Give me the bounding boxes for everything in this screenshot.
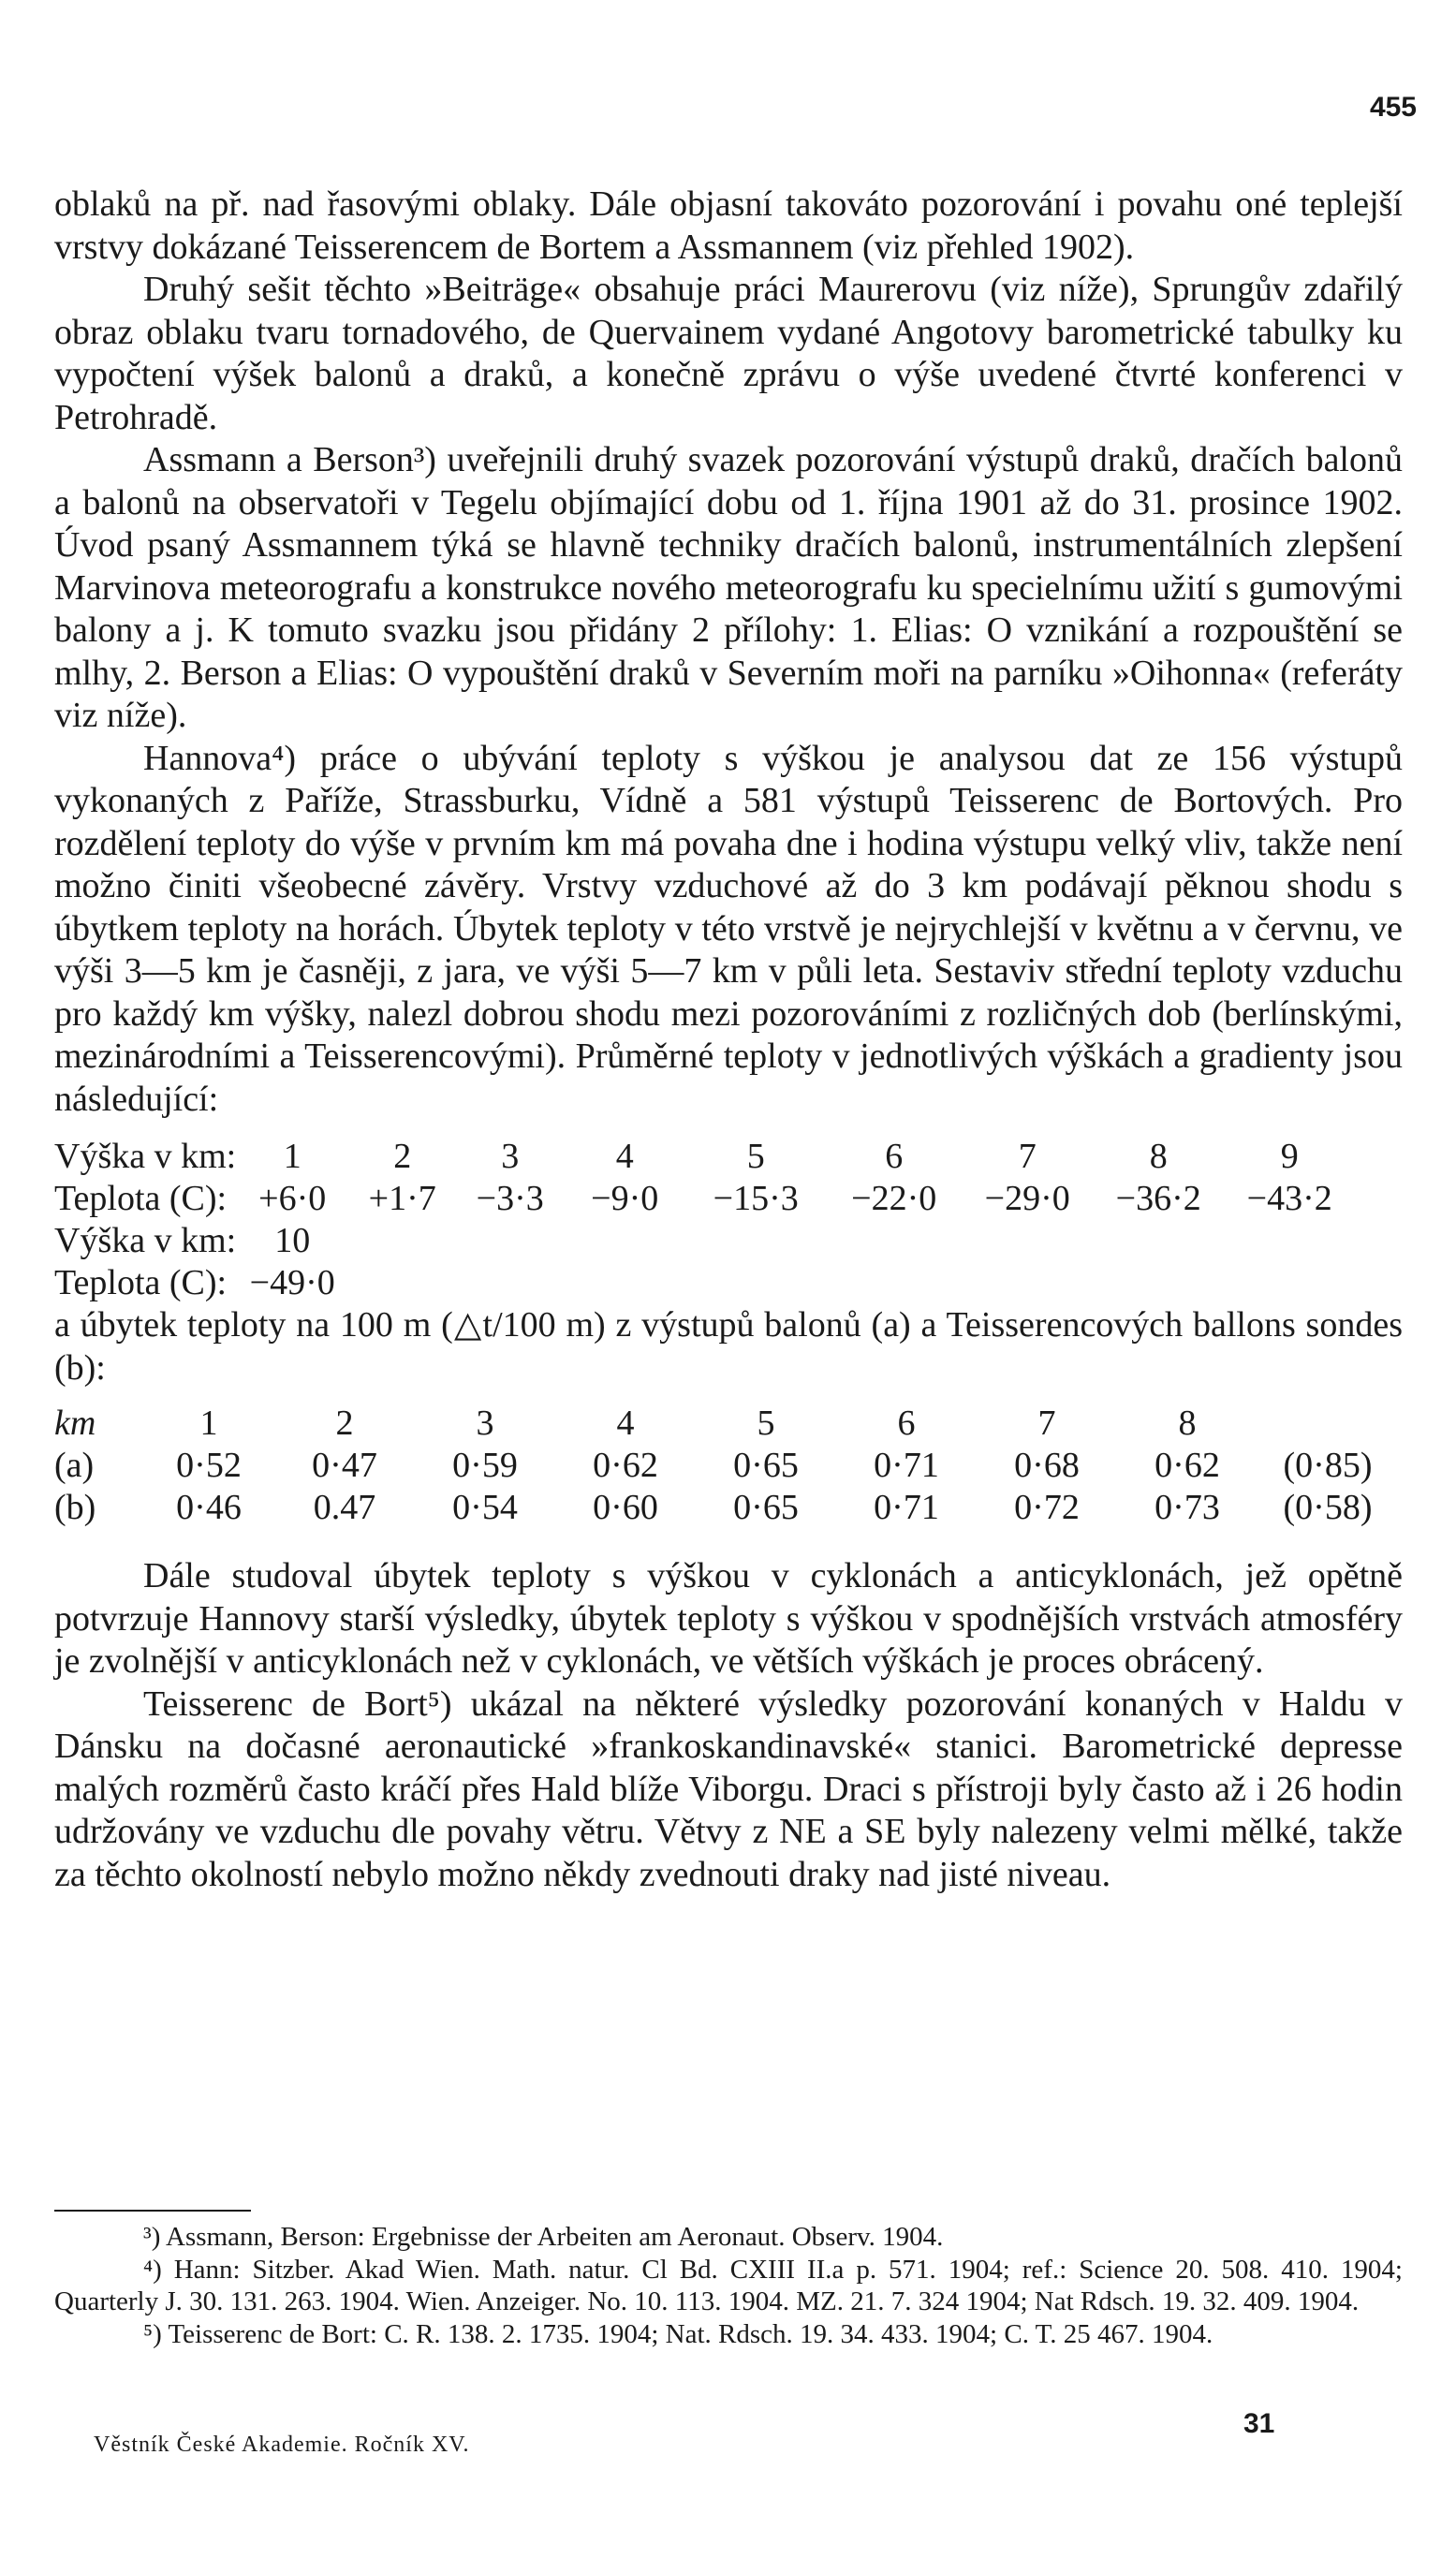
column-header: 8 <box>1178 1404 1197 1443</box>
paragraph-1: oblaků na př. nad řasovými oblaky. Dále objasní takováto pozorování i povahu oné teplejší vrstvy dokázané Teisserencem de Bortem a Assmannem (viz přehled 1902). <box>54 184 1403 267</box>
column-header: 7 <box>1037 1404 1056 1443</box>
footnote-4: ⁴) Hann: Sitzber. Akad Wien. Math. natur. Cl Bd. CXIII II.a p. 571. 1904; ref.: Science 20. 508. 410. 1904; Quarterly J. 30. 131. 263. 1904. Wien. Anzeiger. No. 10. 113. 1904. MZ. 21. 7. 324 1904; Nat Rdsch. 19. 32. 409. 1904. <box>54 2254 1403 2316</box>
footnote-divider <box>54 2210 251 2212</box>
table-cell: +1·7 <box>368 1179 436 1218</box>
table-cell: 9 <box>1280 1137 1299 1176</box>
table-cell: 1 <box>283 1137 301 1176</box>
table-cell: +6·0 <box>258 1179 327 1218</box>
table-cell: −9·0 <box>591 1179 659 1218</box>
table-cell: 0·72 <box>1014 1488 1080 1527</box>
table-cell: −15·3 <box>713 1179 799 1218</box>
table-cell: 2 <box>393 1137 412 1176</box>
table-cell: (0·85) <box>1283 1446 1373 1485</box>
table-cell: 0·62 <box>1155 1446 1220 1485</box>
table-cell: −49·0 <box>249 1263 335 1302</box>
paragraph-2: Druhý sešit těchto »Beiträge« obsahuje práci Maurerovu (viz níže), Sprungův zdařilý obraz oblaku tvaru tornadového, de Quervainem vydané Angotovy barometrické tabulky ku vypočtení výšek balonů a draků, a konečně zprávu o výše uvedené čtvrté konferenci v Petrohradě. <box>54 270 1403 437</box>
temperature-table <box>54 1136 1403 1304</box>
table-cell: 7 <box>1018 1137 1037 1176</box>
table-row <box>54 1136 1355 1178</box>
row-label-temp: Teplota (C): <box>54 1263 228 1302</box>
table-cell: 0·65 <box>733 1488 799 1527</box>
paragraph-6: Teisserenc de Bort⁵) ukázal na některé výsledky pozorování konaných v Haldu v Dánsku na dočasné aeronautické »frankoskandinavské« stanici. Barometrické depresse malých rozměrů často kráčí přes Hald blíže Viborgu. Draci s přístroji byly často až i 26 hodin udržovány ve vzduchu dle povahy větru. Větvy z NE a SE byly nalezeny velmi mělké, takže za těchto okolností nebylo možno někdy zvednouti draky nad jisté niveau. <box>54 1683 1403 1894</box>
table-cell: 0·73 <box>1155 1488 1220 1527</box>
column-header: 6 <box>897 1404 916 1443</box>
table-cell: 0·68 <box>1014 1446 1080 1485</box>
signature-number: 31 <box>1243 2408 1275 2439</box>
column-header: 2 <box>335 1404 354 1443</box>
table-cell: 0·47 <box>312 1446 377 1485</box>
column-header: 4 <box>616 1404 635 1443</box>
table-cell: 6 <box>885 1137 904 1176</box>
table-cell: 0·71 <box>874 1446 939 1485</box>
paragraph-4: Hannova⁴) práce o ubývání teploty s výškou je analysou dat ze 156 výstupů vykonaných z Paříže, Strassburku, Vídně a 581 výstupů Teisserenc de Bortových. Pro rozdělení teploty do výše v prvním km má povaha dne i hodina výstupu velký vliv, takže není možno činiti všeobecné závěry. Vrstvy vzduchové až do 3 km podávají pěknou shodu s úbytkem teploty na horách. Úbytek teploty v této vrstvě je nejrychlejší v květnu a v červnu, ve výši 3—5 km je časněji, z jara, ve výši 5—7 km v půli leta. Sestaviv střední teploty vzduchu pro každý km výšky, nalezl dobrou shodu mezi pozorováními z rozličných dob (berlínskými, mezinárodními a Teisserencovými). Průměrné teploty v jednotlivých výškách a gradienty jsou následující: <box>54 738 1403 1119</box>
row-label-a: (a) <box>54 1446 95 1485</box>
table-cell: 0·71 <box>874 1488 939 1527</box>
paragraph-5: Dále studoval úbytek teploty s výškou v cyklonách a anticyklonách, jež opětně potvrzuje Hannovy starší výsledky, úbytek teploty s výškou v spodnějších vrstvách atmosféry je zvolnější v anticyklonách než v cyklonách, ve větších výškách je proces obrácený. <box>54 1556 1403 1681</box>
footnotes <box>54 2221 1403 2350</box>
table-cell: −3·3 <box>476 1179 544 1218</box>
row-label-height: Výška v km: <box>54 1221 237 1260</box>
gradient-table <box>54 1403 1398 1529</box>
table-cell: 0·54 <box>452 1488 518 1527</box>
table-cell: 8 <box>1149 1137 1168 1176</box>
table-cell: 0·46 <box>176 1488 242 1527</box>
column-header: 5 <box>757 1404 775 1443</box>
table-cell: 3 <box>501 1137 520 1176</box>
table-cell: 0·59 <box>452 1446 518 1485</box>
column-header: 1 <box>199 1404 218 1443</box>
row-label-b: (b) <box>54 1488 96 1527</box>
table-row <box>54 1487 1398 1529</box>
table-row <box>54 1262 1355 1304</box>
table-cell: 0.47 <box>313 1488 376 1527</box>
table-cell: −43·2 <box>1246 1179 1332 1218</box>
footnote-5: ⁵) Teisserenc de Bort: C. R. 138. 2. 1735. 1904; Nat. Rdsch. 19. 34. 433. 1904; C. T. 25 467. 1904. <box>143 2318 1213 2349</box>
table-cell: 0·60 <box>593 1488 658 1527</box>
height-temperature-table <box>54 1136 1355 1304</box>
page-number: 455 <box>1369 92 1417 123</box>
table-cell: 0·52 <box>176 1446 242 1485</box>
table-cell: 10 <box>274 1221 311 1260</box>
table-cell: (0·58) <box>1283 1488 1373 1527</box>
table-row <box>54 1220 1355 1262</box>
gradient-intro: a úbytek teploty na 100 m (△t/100 m) z výstupů balonů (a) a Teisserencových ballons sondes (b): <box>54 1305 1403 1388</box>
journal-footer: Věstník České Akademie. Ročník XV. <box>94 2433 470 2457</box>
table-cell: 5 <box>746 1137 765 1176</box>
table-cell: −36·2 <box>1115 1179 1201 1218</box>
table-cell: −29·0 <box>984 1179 1070 1218</box>
paragraph-3: Assmann a Berson³) uveřejnili druhý svazek pozorování výstupů draků, dračích balonů a balonů na observatoři v Tegelu objímající dobu od 1. října 1901 až do 31. prosince 1902. Úvod psaný Assmannem týká se hlavně techniky dračích balonů, instrumentálních zlepšení Marvinova meteorografu a konstrukce nového meteorografu ku specielnímu užití s gumovými balony a j. K tomuto svazku jsou přidány 2 přílohy: 1. Elias: O vznikání a rozpouštění se mlhy, 2. Berson a Elias: O vypouštění draků v Severním moři na parníku »Oihonna« (referáty viz níže). <box>54 440 1403 735</box>
header-label: km <box>54 1404 96 1443</box>
column-header: 3 <box>476 1404 494 1443</box>
table-row <box>54 1403 1398 1445</box>
table-row <box>54 1445 1398 1487</box>
body-text <box>54 184 1403 1896</box>
footnote-3: ³) Assmann, Berson: Ergebnisse der Arbeiten am Aeronaut. Observ. 1904. <box>143 2222 944 2252</box>
column-header <box>1257 1403 1398 1445</box>
table-cell: 4 <box>615 1137 634 1176</box>
table-row <box>54 1178 1355 1220</box>
table-cell: −22·0 <box>851 1179 937 1218</box>
row-label-height: Výška v km: <box>54 1137 237 1176</box>
table-cell: 0·65 <box>733 1446 799 1485</box>
table-cell: 0·62 <box>593 1446 658 1485</box>
row-label-temp: Teplota (C): <box>54 1179 228 1218</box>
